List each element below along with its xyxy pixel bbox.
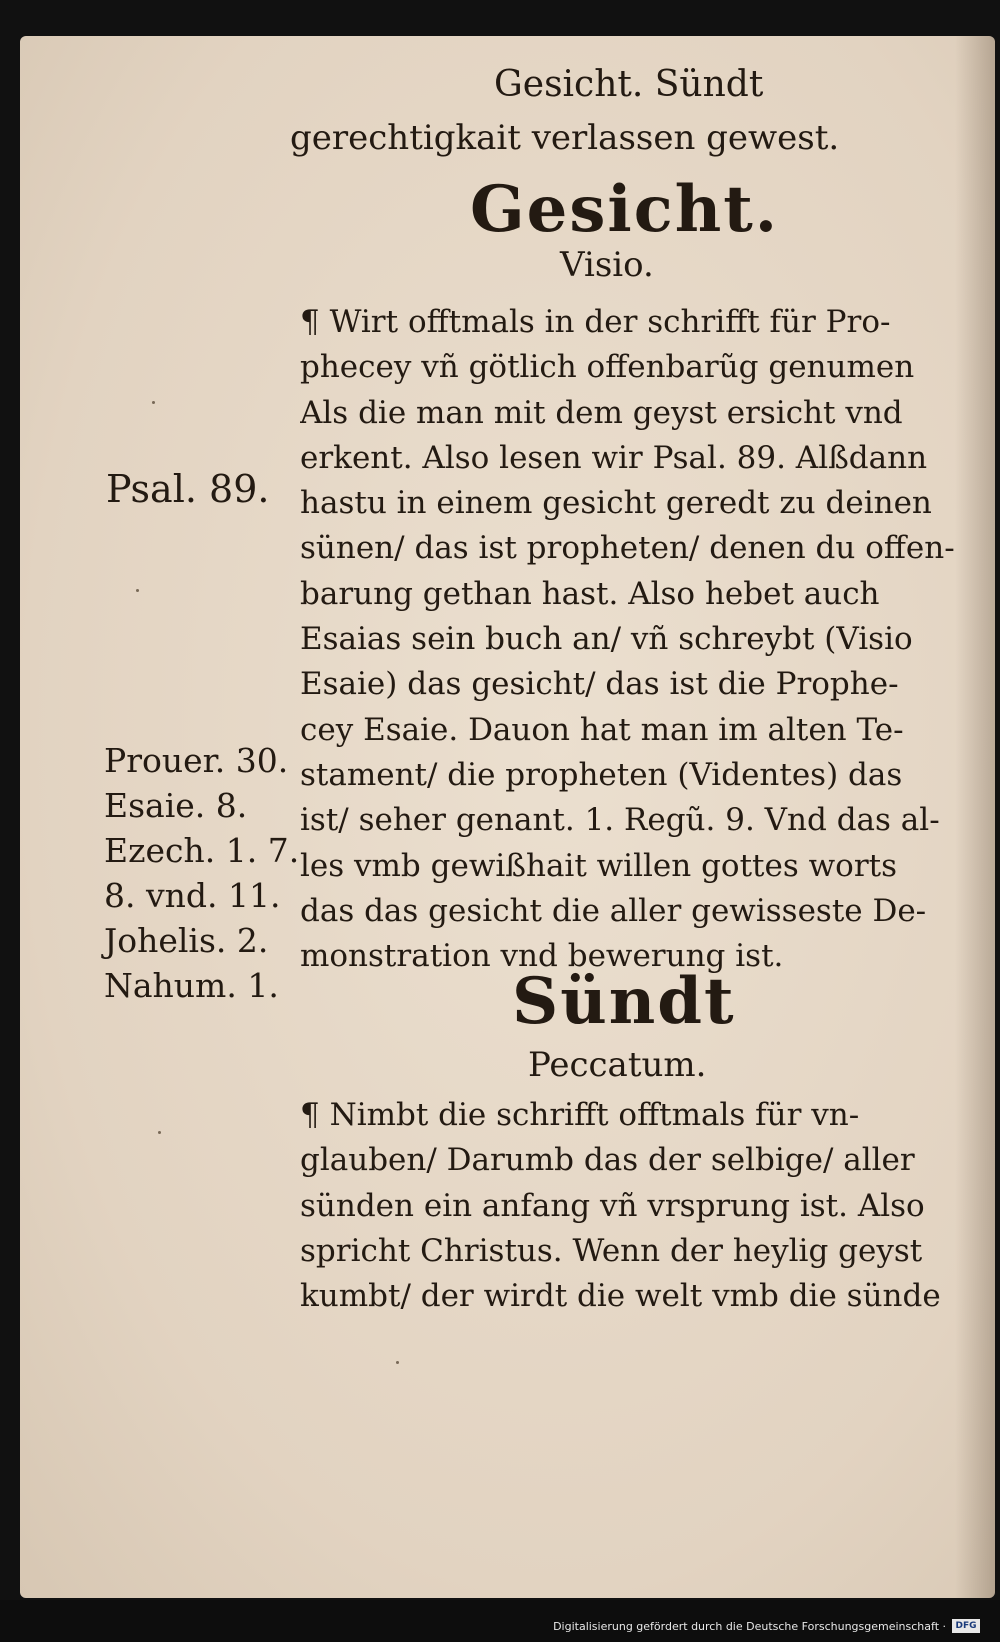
running-head: Gesicht. Sündt (494, 64, 764, 105)
margin-reference: Johelis. 2. (104, 921, 269, 960)
text-line: ¶ Nimbt die schrifft offtmals für vn- (300, 1097, 860, 1133)
text-line: phecey vñ götlich offenbarũg genumen (300, 349, 915, 386)
text-line: Als die man mit dem geyst ersicht vnd (300, 394, 903, 431)
text-line: cey Esaie. Dauon hat man im alten Te- (300, 711, 904, 748)
section-heading-suendt: Sündt (512, 964, 736, 1039)
text-line: Esaie) das gesicht/ das ist die Prophe- (300, 666, 899, 703)
margin-reference: Ezech. 1. 7. (104, 831, 300, 870)
text-line: ist/ seher genant. 1. Regũ. 9. Vnd das al- (300, 802, 940, 839)
page-edge-shadow (955, 36, 995, 1598)
text-line: monstration vnd bewerung ist. (300, 938, 784, 975)
margin-reference: Nahum. 1. (104, 966, 279, 1005)
paper-speck (396, 1361, 399, 1364)
paper-speck (152, 401, 155, 404)
text-line: les vmb gewißhait willen gottes worts (300, 847, 898, 884)
margin-references (104, 738, 299, 1008)
footer-credit-text: Digitalisierung gefördert durch die Deutsche Forschungsgemeinschaft · (553, 1620, 946, 1633)
section-body-gesicht (300, 300, 960, 979)
text-line: glauben/ Darumb das der selbige/ aller (300, 1142, 915, 1179)
section-body-suendt (300, 1093, 960, 1319)
margin-reference: Esaie. 8. (104, 786, 248, 825)
section-heading-gesicht: Gesicht. (470, 172, 780, 247)
carry-over-line: gerechtigkait verlassen gewest. (290, 118, 840, 158)
margin-reference: Prouer. 30. (104, 741, 289, 780)
text-line: ¶ Wirt offtmals in der schrifft für Pro- (300, 304, 891, 340)
latin-term-peccatum: Peccatum. (528, 1045, 707, 1085)
text-line: das das gesicht die aller gewisseste De- (300, 892, 927, 929)
paper-speck (158, 1131, 161, 1134)
text-line: sünen/ das ist propheten/ denen du offen- (300, 530, 955, 567)
text-line: erkent. Also lesen wir Psal. 89. Alßdann (300, 439, 928, 476)
text-line: Esaias sein buch an/ vñ schreybt (Visio (300, 621, 913, 658)
text-line: sünden ein anfang vñ vrsprung ist. Also (300, 1187, 925, 1224)
latin-term-visio: Visio. (560, 245, 654, 285)
text-line: stament/ die propheten (Videntes) das (300, 756, 903, 793)
text-line: barung gethan hast. Also hebet auch (300, 575, 880, 612)
text-line: spricht Christus. Wenn der heylig geyst (300, 1232, 923, 1269)
text-line: kumbt/ der wirdt die welt vmb die sünde (300, 1278, 941, 1315)
margin-reference: 8. vnd. 11. (104, 876, 281, 915)
margin-note-psalm: Psal. 89. (106, 467, 270, 511)
paper-speck (136, 589, 139, 592)
text-line: hastu in einem gesicht geredt zu deinen (300, 485, 932, 522)
dfg-logo: DFG (952, 1619, 980, 1633)
